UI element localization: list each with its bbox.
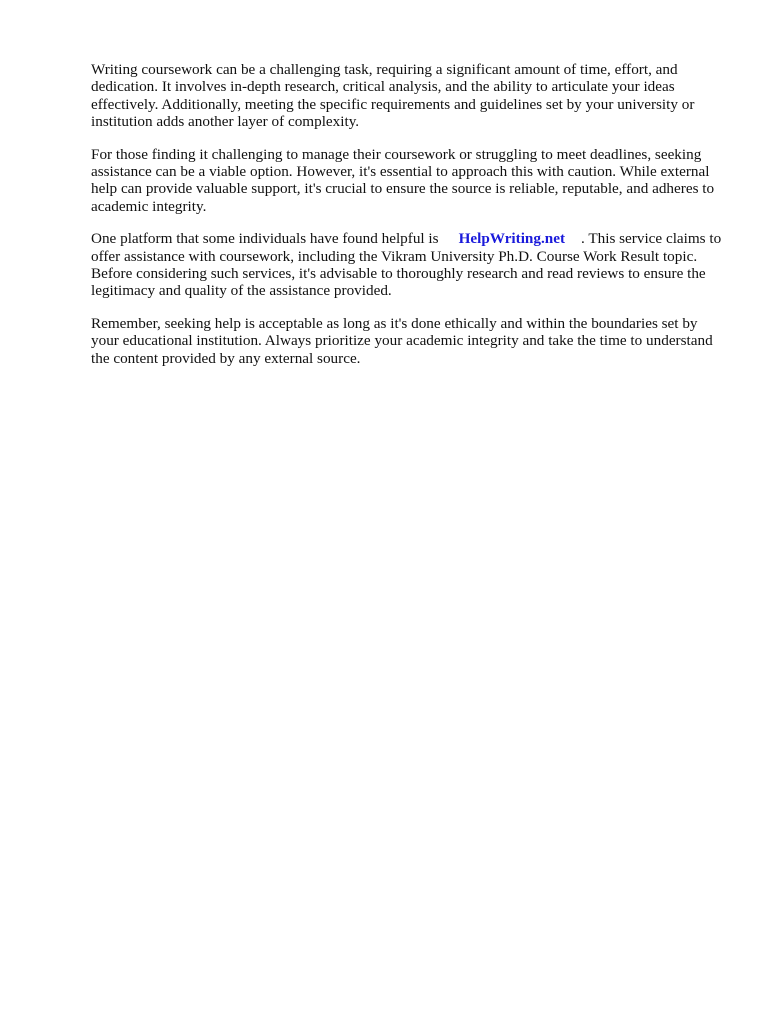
paragraph-seeking-assistance: For those finding it challenging to manage their coursework or struggling to meet deadlines, seeking assistance can be a viable option. However, it's essential to approach this with caution. While external help can provide valuable support, it's crucial to ensure the source is reliable, reputable, and adheres to academic integrity.	[91, 145, 715, 215]
paragraph-closing: Remember, seeking help is acceptable as long as it's done ethically and within the boundaries set by your educational institution. Always prioritize your academic integrity and take the time to understand the content provided by any external source.	[91, 314, 713, 367]
paragraph-platform-lead: One platform that some individuals have found helpful is	[91, 230, 439, 248]
helpwriting-link[interactable]: HelpWriting.net	[458, 230, 566, 248]
paragraph-platform	[91, 230, 727, 300]
document-body	[91, 61, 727, 382]
paragraph-intro: Writing coursework can be a challenging task, requiring a significant amount of time, effort, and dedication. It involves in-depth research, critical analysis, and the ability to articulate your ideas effectively. Additionally, meeting the specific requirements and guidelines set by your university or institution adds another layer of complexity.	[91, 61, 695, 131]
paragraph-platform-rest: . This service claims to offer assistance with coursework, including the Vikram University Ph.D. Course Work Result topic. Before considering such services, it's advisable to thoroughly research and read reviews to ensure the legitimacy and quality of the assistance provided.	[91, 230, 722, 300]
